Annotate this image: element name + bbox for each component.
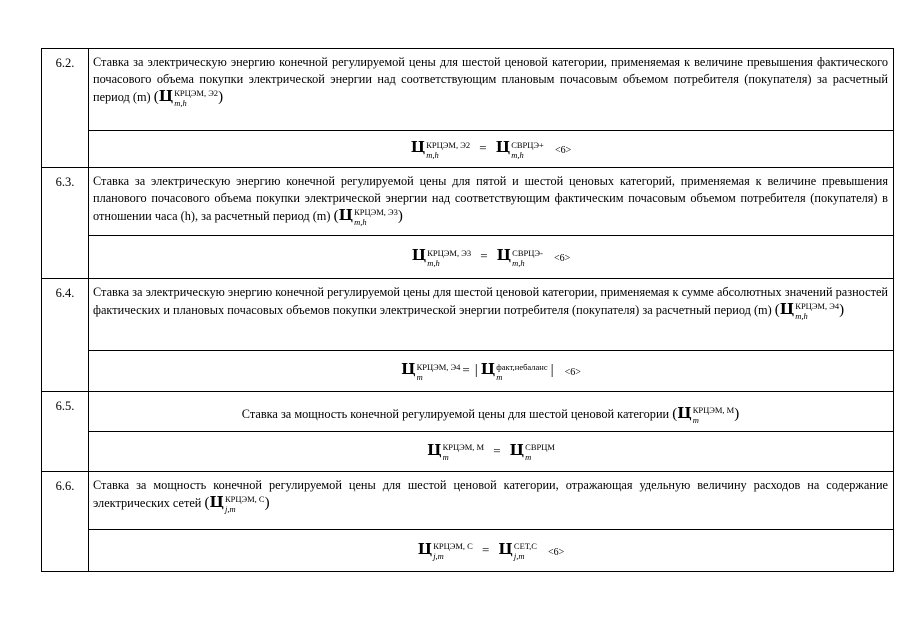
table-row <box>42 279 894 351</box>
formula-row <box>42 131 894 168</box>
row-number: 6.4. <box>42 279 89 392</box>
price-symbol: Ц <box>677 403 692 422</box>
row-description: Ставка за электрическую энергию конечной регулируемой цены для шестой ценовой категории, применяемая к величине превышения фактического почасового объема покупки электрической энергии над соответствующим плановым почасовым объемом потребителя (покупателя) за расчетный период (m) (Ц КРЦЭМ, Э2 m,h ) <box>89 49 894 131</box>
formula-row <box>42 530 894 572</box>
price-symbol: Ц <box>338 206 354 224</box>
price-symbol: Ц <box>158 87 174 105</box>
formula: Ц КРЦЭМ, С j,m = Ц СЕТ,С j,m <6> <box>89 530 894 572</box>
table-row <box>42 472 894 530</box>
table-row <box>42 392 894 432</box>
footnote-ref: <6> <box>564 367 581 379</box>
formula: Ц КРЦЭМ, Э2 m,h = Ц СВРЦЭ+ m,h <6> <box>89 131 894 168</box>
footnote-ref: <6> <box>554 145 572 157</box>
footnote-ref: <6> <box>553 253 571 265</box>
tariff-table <box>41 48 894 572</box>
formula-row <box>42 351 894 392</box>
price-symbol: Ц <box>209 493 224 511</box>
row-description: Ставка за мощность конечной регулируемой цены для шестой ценовой категории (Ц КРЦЭМ, М m ) <box>89 392 894 432</box>
row-description: Ставка за электрическую энергию конечной регулируемой цены для шестой ценовой категории, применяемая к сумме абсолютных значений разностей фактических и плановых почасовых объемов покупки электрической энергии потребителя (покупателя) за расчетный период (m) (Ц КРЦЭМ, Э4 m,h ) <box>89 279 894 351</box>
price-symbol: Ц <box>779 300 795 318</box>
formula: Ц КРЦЭМ, М m = Ц СВРЦМ m <box>89 432 894 472</box>
table-row <box>42 49 894 131</box>
row-number: 6.5. <box>42 392 89 472</box>
formula-row <box>42 432 894 472</box>
formula: Ц КРЦЭМ, Э3 m,h = Ц СВРЦЭ- m,h <6> <box>89 236 894 279</box>
footnote-ref: <6> <box>548 546 565 558</box>
row-number: 6.6. <box>42 472 89 572</box>
row-description: Ставка за мощность конечной регулируемой цены для шестой ценовой категории, отражающая удельную величину расходов на содержание электрических сетей (Ц КРЦЭМ, С j,m ) <box>89 472 894 530</box>
row-number: 6.2. <box>42 49 89 168</box>
table-row <box>42 168 894 236</box>
formula-row <box>42 236 894 279</box>
row-number: 6.3. <box>42 168 89 279</box>
row-description: Ставка за электрическую энергию конечной регулируемой цены для пятой и шестой ценовых категорий, применяемая к величине превышения планового почасового объема покупки электрической энергии над соответствующим фактическим почасовым объемом потребителя (покупателя) в отношении часа (h), за расчетный период (m) (Ц КРЦЭМ, Э3 m,h ) <box>89 168 894 236</box>
formula: Ц КРЦЭМ, Э4 m = | Ц факт,небаланс m | <6> <box>89 351 894 392</box>
